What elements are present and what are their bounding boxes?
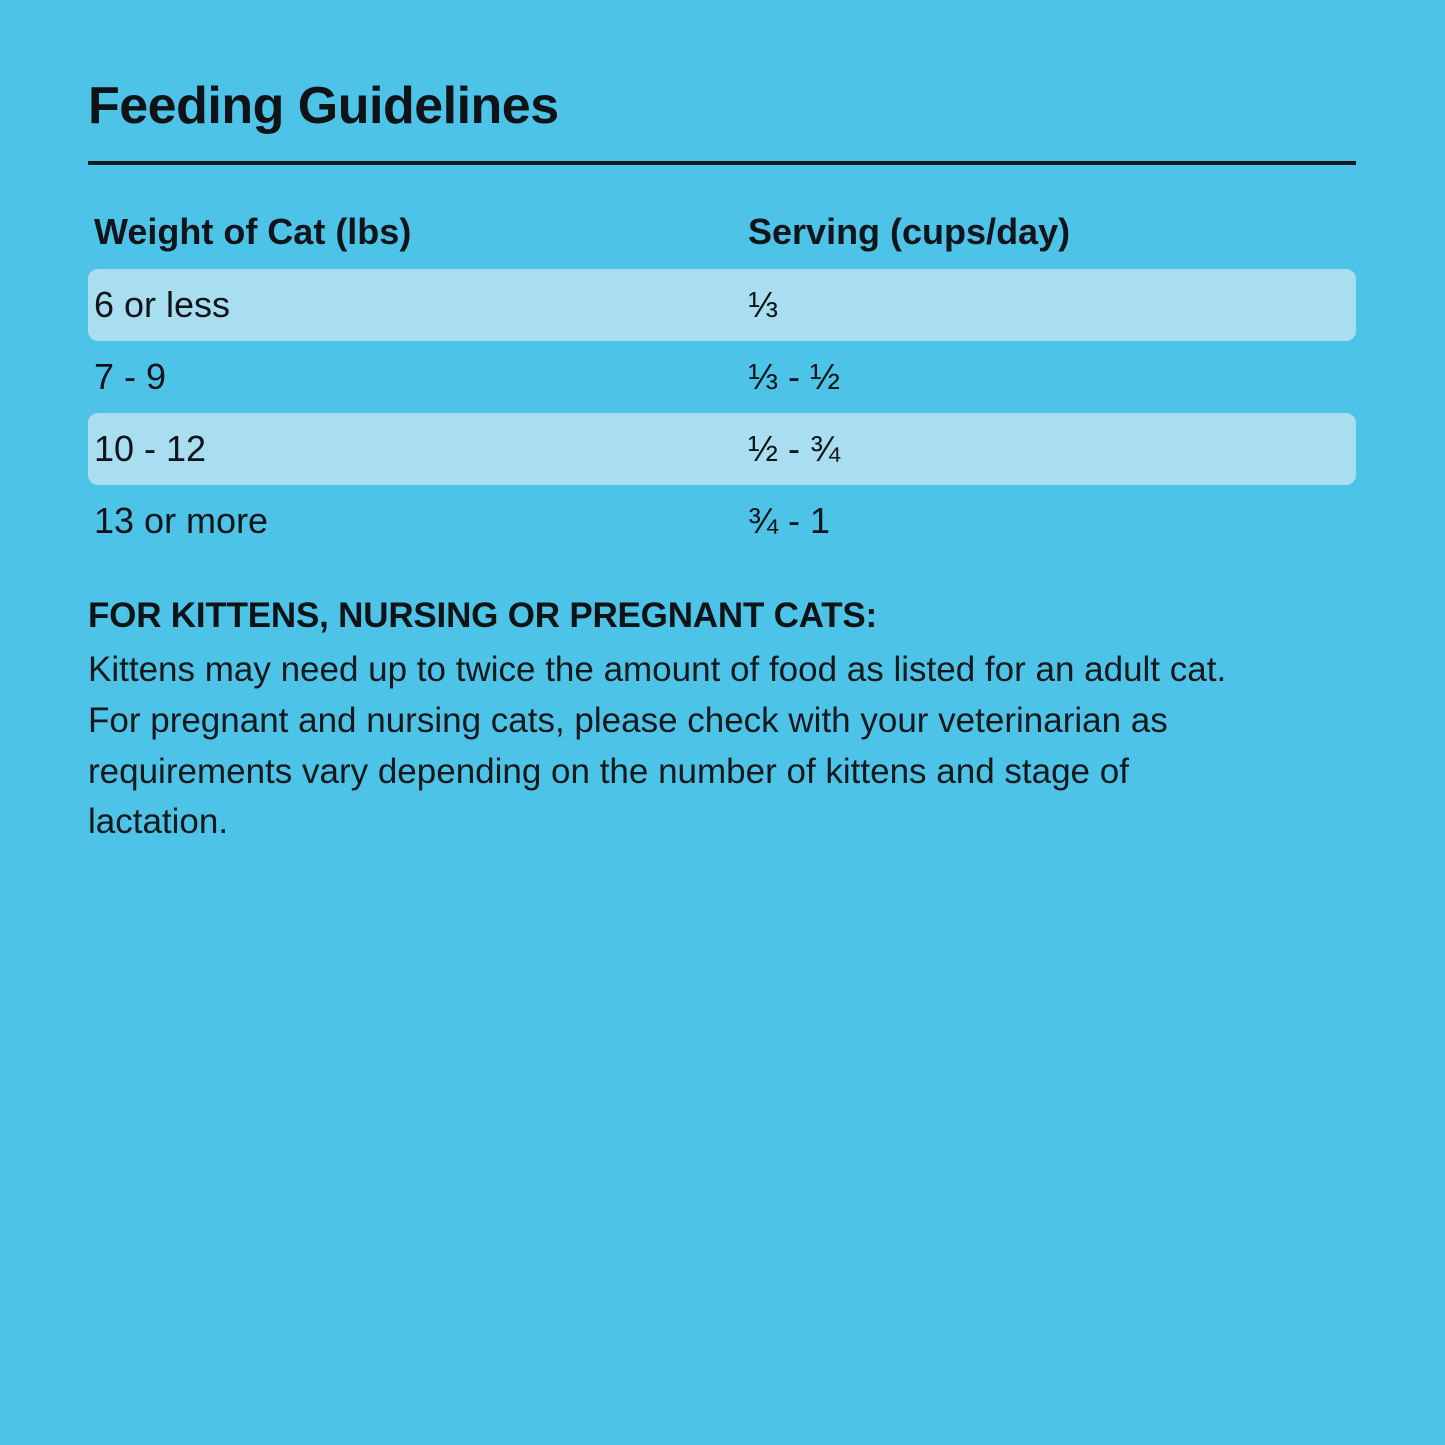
column-header-serving: Serving (cups/day) — [748, 211, 1071, 253]
kitten-note — [88, 595, 1288, 848]
cell-serving: ½ - ¾ — [748, 428, 841, 470]
cell-serving: ¾ - 1 — [748, 500, 831, 542]
cell-weight: 10 - 12 — [94, 428, 207, 470]
column-header-weight: Weight of Cat (lbs) — [94, 211, 412, 253]
table-row — [88, 269, 1356, 341]
cell-serving: ⅓ — [748, 284, 779, 326]
feeding-table — [88, 195, 1356, 557]
cell-weight: 6 or less — [94, 284, 231, 326]
cell-weight: 13 or more — [94, 500, 269, 542]
cell-weight: 7 - 9 — [94, 356, 167, 398]
table-row — [88, 485, 1356, 557]
table-row — [88, 413, 1356, 485]
table-row — [88, 341, 1356, 413]
kitten-note-body: Kittens may need up to twice the amount of food as listed for an adult cat. For pregnant and nursing cats, please check with your veterinarian as requirements vary depending on the number of kittens and stage of lactation. — [88, 650, 1227, 842]
table-header-row — [88, 195, 1356, 269]
kitten-note-heading: FOR KITTENS, NURSING OR PREGNANT CATS: — [88, 596, 877, 636]
cell-serving: ⅓ - ½ — [748, 356, 841, 398]
title-divider — [88, 161, 1356, 165]
page-title: Feeding Guidelines — [88, 77, 559, 135]
